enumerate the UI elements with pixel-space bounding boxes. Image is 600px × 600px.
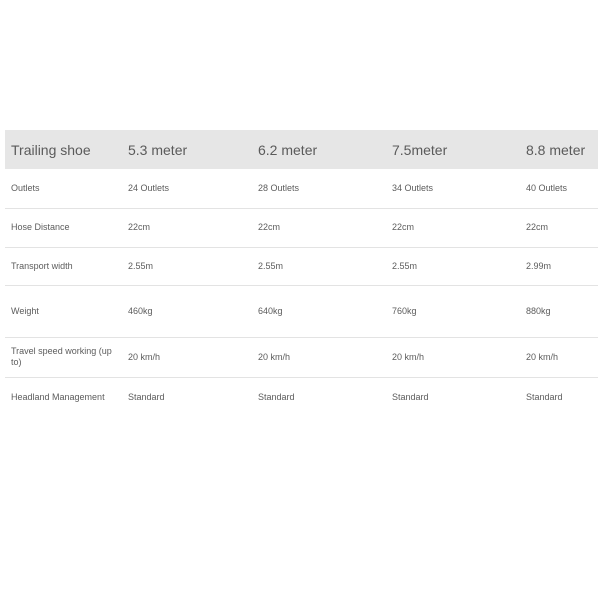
header-row xyxy=(5,130,598,169)
table-cell: 22cm xyxy=(520,208,598,247)
table-row-transport-width xyxy=(5,247,598,285)
spec-table xyxy=(5,130,598,418)
table-cell: 40 Outlets xyxy=(520,169,598,208)
table-cell: 20 km/h xyxy=(122,337,252,377)
table-row-weight xyxy=(5,285,598,337)
table-cell: 20 km/h xyxy=(252,337,386,377)
row-label: Hose Distance xyxy=(5,208,122,247)
table-cell: 22cm xyxy=(122,208,252,247)
table-cell: 2.55m xyxy=(122,247,252,285)
table-row-outlets xyxy=(5,169,598,208)
header-cell-6-2-meter: 6.2 meter xyxy=(258,141,318,158)
table-cell: 460kg xyxy=(122,285,252,337)
table-cell: Standard xyxy=(392,392,429,403)
table-cell: 28 Outlets xyxy=(252,169,386,208)
table-cell: 34 Outlets xyxy=(386,169,520,208)
table-cell: 22cm xyxy=(386,208,520,247)
table-cell: Standard xyxy=(128,392,165,403)
header-cell-trailing-shoe: Trailing shoe xyxy=(11,141,91,158)
table-cell: 640kg xyxy=(252,285,386,337)
row-label: Travel speed working (up to) xyxy=(5,337,122,377)
table-cell: 2.99m xyxy=(520,247,598,285)
table-cell: 20 km/h xyxy=(520,337,598,377)
table-cell: 20 km/h xyxy=(386,337,520,377)
row-label: Outlets xyxy=(5,169,122,208)
header-cell-5-3-meter: 5.3 meter xyxy=(128,141,188,158)
table-body xyxy=(5,169,598,418)
row-label: Transport width xyxy=(5,247,122,285)
table-cell: 2.55m xyxy=(252,247,386,285)
table-cell: Standard xyxy=(526,392,563,403)
table-cell: 880kg xyxy=(520,285,598,337)
table-cell: 2.55m xyxy=(386,247,520,285)
table-row-travel-speed xyxy=(5,337,598,377)
table-cell: 760kg xyxy=(386,285,520,337)
table-cell: 22cm xyxy=(252,208,386,247)
row-label: Weight xyxy=(5,285,122,337)
header-cell-8-8-meter: 8.8 meter xyxy=(526,141,586,158)
table-header xyxy=(5,130,598,169)
table-row-hose-distance xyxy=(5,208,598,247)
header-cell-7-5-meter: 7.5meter xyxy=(392,141,448,158)
row-label: Headland Management xyxy=(11,392,105,403)
table-cell: 24 Outlets xyxy=(122,169,252,208)
table-row-headland-management xyxy=(5,377,598,418)
table-cell: Standard xyxy=(258,392,295,403)
